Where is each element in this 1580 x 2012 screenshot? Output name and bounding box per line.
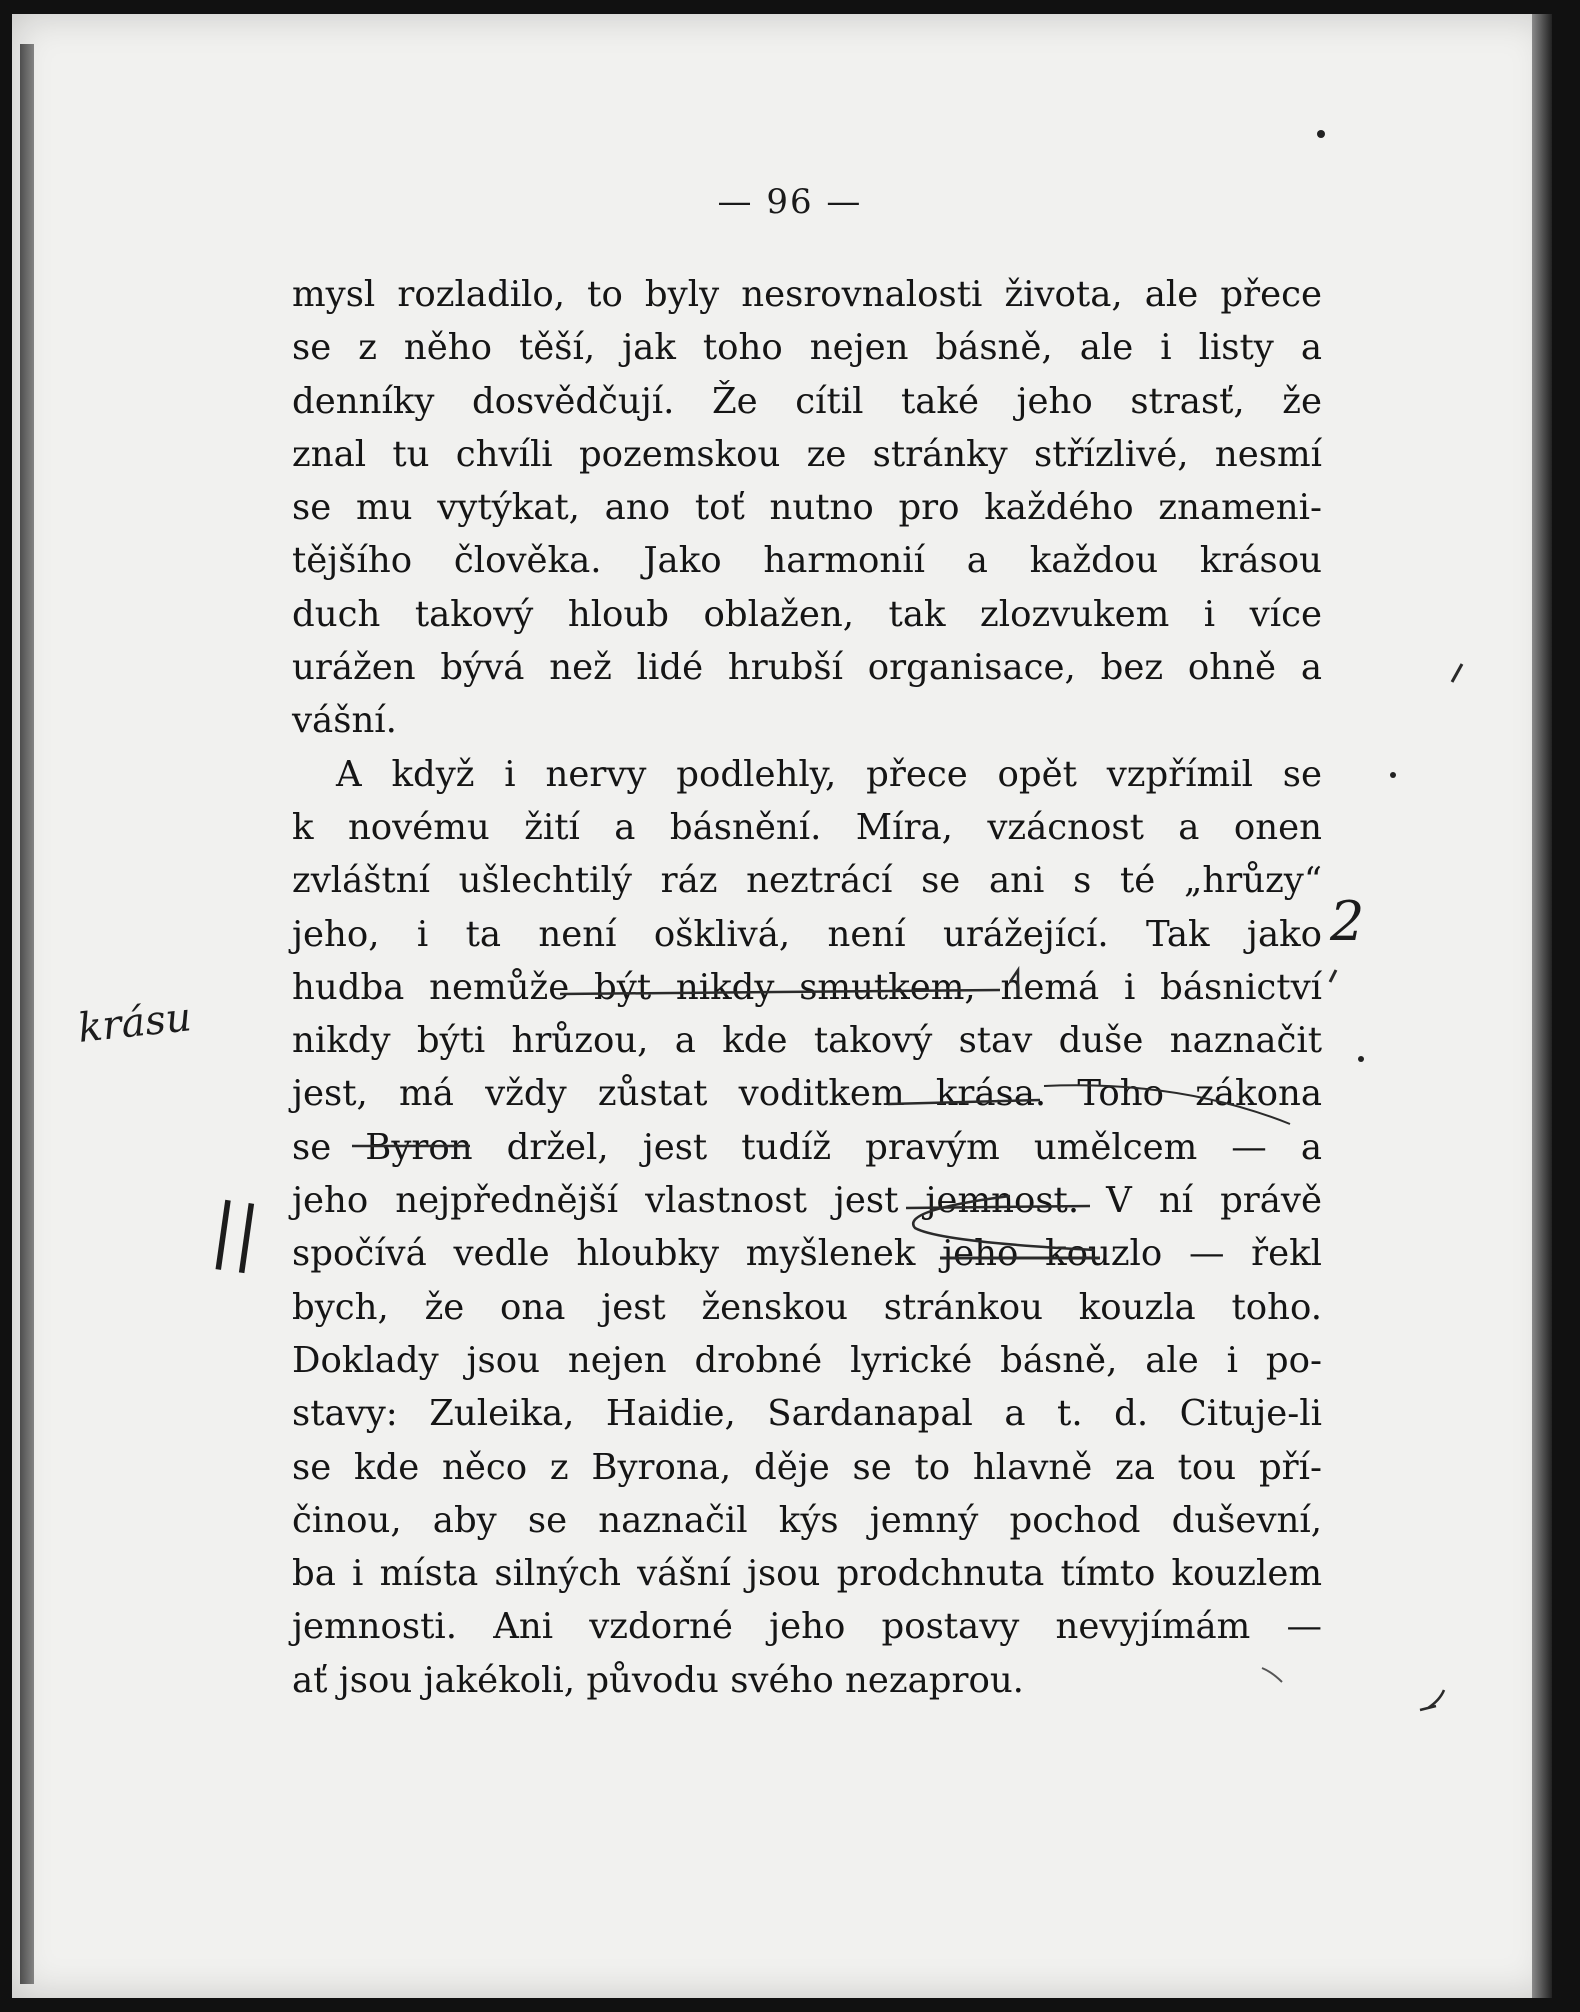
text-line: bych, že ona jest ženskou stránkou kouzla toho. [292, 1286, 1322, 1328]
text-line: se mu vytýkat, ano toť nutno pro každého znameni- [292, 487, 1322, 529]
text-line: hudba nemůže být nikdy smutkem, nemá i básnictví [292, 966, 1322, 1008]
text-line: Doklady jsou nejen drobné lyrické básně, ale i po- [292, 1339, 1322, 1381]
text-line: jest, má vždy zůstat voditkem krása. Toho zákona [292, 1073, 1322, 1115]
text-line: mysl rozladilo, to byly nesrovnalosti života, ale přece [292, 274, 1322, 315]
speck-mark [1317, 130, 1325, 138]
margin-double-line-mark: || [206, 1187, 265, 1275]
text-line: vášní. [292, 700, 397, 742]
text-line: jeho, i ta není ošklivá, není urážející. Tak jako [292, 913, 1322, 955]
text-line: jemnosti. Ani vzdorné jeho postavy nevyjímám — [292, 1606, 1322, 1648]
text-line: denníky dosvědčují. Že cítil také jeho strasť, že [292, 380, 1322, 422]
text-line: k novému žití a básnění. Míra, vzácnost a onen [292, 806, 1322, 848]
text-line: se kde něco z Byrona, děje se to hlavně za tou pří- [292, 1446, 1322, 1488]
text-line: stavy: Zuleika, Haidie, Sardanapal a t. d. Cituje-li [292, 1393, 1322, 1435]
speck-mark [1358, 1056, 1364, 1062]
text-line: spočívá vedle hloubky myšlenek jeho kouzlo — řekl [292, 1233, 1322, 1275]
page-edge-left [20, 44, 34, 1984]
text-line: nikdy býti hrůzou, a kde takový stav duše naznačit [292, 1020, 1322, 1062]
text-line: zvláštní ušlechtilý ráz neztrácí se ani s té „hrůzy“ [292, 860, 1322, 902]
text-line: činou, aby se naznačil kýs jemný pochod duševní, [292, 1499, 1322, 1541]
page-edge-right [1532, 14, 1552, 1998]
text-line: jeho nejpřednější vlastnost jest jemnost. V ní právě [292, 1180, 1322, 1222]
text-line: ať jsou jakékoli, původu svého nezaprou. [292, 1659, 1024, 1701]
speck-mark [1390, 772, 1396, 778]
text-line: se z něho těší, jak toho nejen básně, ale i listy a [292, 327, 1322, 369]
text-line: znal tu chvíli pozemskou ze stránky střízlivé, nesmí [292, 433, 1322, 475]
text-line: A když i nervy podlehly, přece opět vzpřímil se [336, 753, 1322, 795]
margin-number-mark: 2 [1330, 890, 1365, 953]
text-line: urážen bývá než lidé hrubší organisace, bez ohně a [292, 647, 1322, 689]
text-line: ba i místa silných vášní jsou prodchnuta tímto kouzlem [292, 1553, 1322, 1595]
text-line: tějšího člověka. Jako harmonií a každou krásou [292, 540, 1322, 582]
text-line: se Byron držel, jest tudíž pravým umělcem — a [292, 1126, 1322, 1168]
text-line: duch takový hloub oblažen, tak zlozvukem i více [292, 593, 1322, 635]
margin-note-left: krásu [75, 994, 194, 1052]
page-number: — 96 — [717, 182, 863, 222]
page-body-text [292, 268, 1322, 1707]
